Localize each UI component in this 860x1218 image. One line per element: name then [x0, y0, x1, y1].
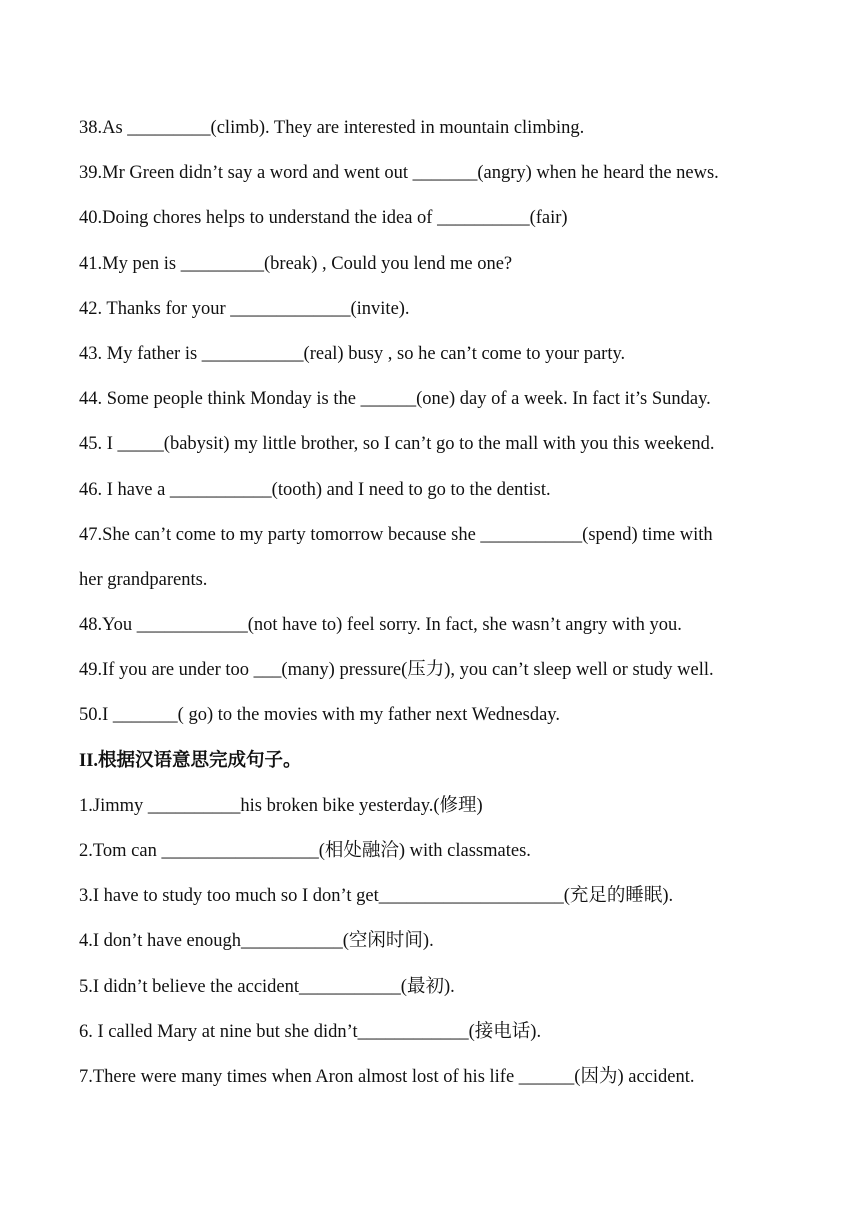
- exercise-line: 4.I don’t have enough___________(空闲时间).: [79, 931, 434, 952]
- exercise-line: 47.She can’t come to my party tomorrow because she ___________(spend) time with: [79, 524, 713, 545]
- exercise-line: 41.My pen is _________(break) , Could you lend me one?: [79, 253, 513, 274]
- exercise-line: 48.You ____________(not have to) feel sorry. In fact, she wasn’t angry with you.: [79, 615, 682, 636]
- exercise-line: 39.Mr Green didn’t say a word and went out _______(angry) when he heard the news.: [79, 163, 719, 184]
- exercise-line: 3.I have to study too much so I don’t get____________________(充足的睡眠).: [79, 886, 674, 907]
- worksheet-content: [79, 113, 794, 1107]
- exercise-line: her grandparents.: [79, 569, 208, 590]
- exercise-line: 42. Thanks for your _____________(invite).: [79, 298, 410, 319]
- exercise-line: 1.Jimmy __________his broken bike yesterday.(修理): [79, 795, 483, 816]
- exercise-line: 38.As _________(climb). They are interested in mountain climbing.: [79, 118, 585, 138]
- exercise-line: 5.I didn’t believe the accident___________(最初).: [79, 976, 455, 997]
- exercise-line: 50.I _______( go) to the movies with my father next Wednesday.: [79, 705, 560, 726]
- exercise-line: 6. I called Mary at nine but she didn’t____________(接电话).: [79, 1021, 542, 1042]
- section-heading: II.根据汉语意思完成句子。: [79, 750, 302, 771]
- exercise-line: 45. I _____(babysit) my little brother, so I can’t go to the mall with you this weekend.: [79, 434, 715, 455]
- exercise-line: 44. Some people think Monday is the ______(one) day of a week. In fact it’s Sunday.: [79, 389, 711, 410]
- exercise-line: 40.Doing chores helps to understand the idea of __________(fair): [79, 208, 568, 229]
- exercise-line: 43. My father is ___________(real) busy , so he can’t come to your party.: [79, 343, 626, 364]
- exercise-line: 46. I have a ___________(tooth) and I need to go to the dentist.: [79, 479, 551, 500]
- exercise-line: 49.If you are under too ___(many) pressure(压力), you can’t sleep well or study well.: [79, 660, 714, 681]
- exercise-line: 2.Tom can _________________(相处融洽) with classmates.: [79, 841, 531, 861]
- exercise-line: 7.There were many times when Aron almost lost of his life ______(因为) accident.: [79, 1066, 695, 1087]
